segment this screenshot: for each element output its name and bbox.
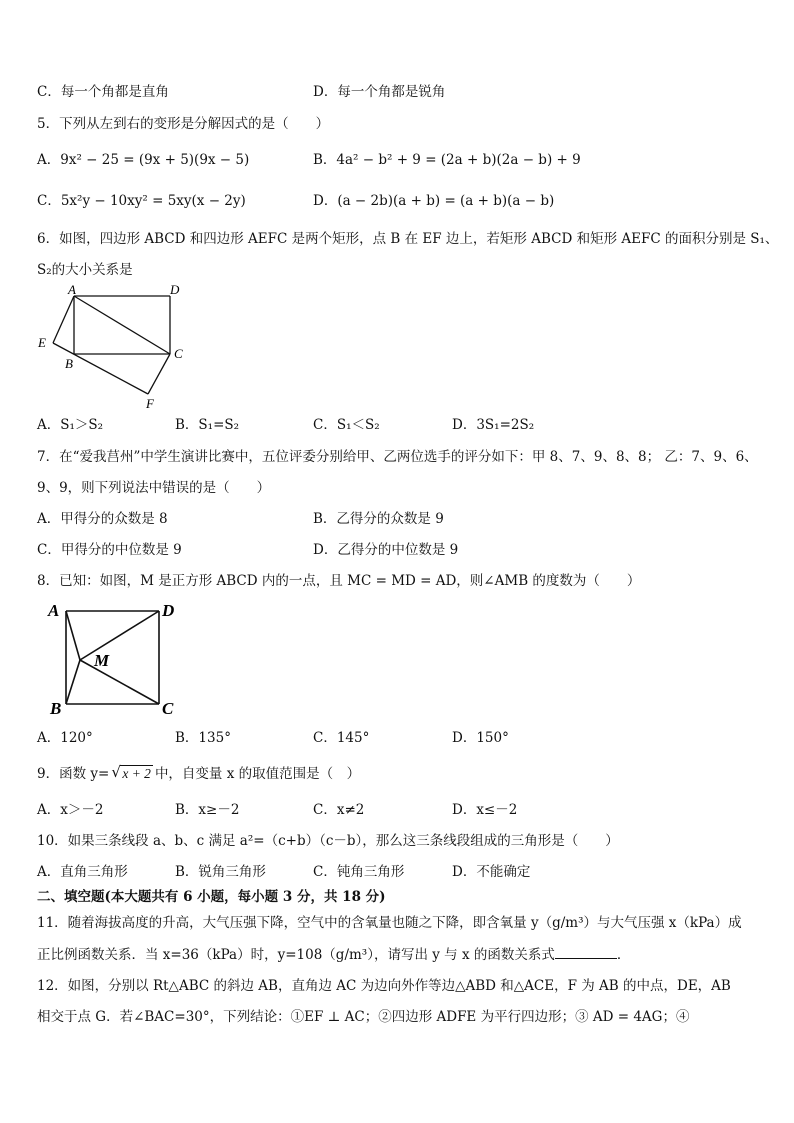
q8-option-a: A．120° — [37, 730, 93, 746]
q5-option-b: B．4a² − b² + 9 = (2a + b)(2a − b) + 9 — [313, 152, 581, 168]
q8-label-d: D — [162, 601, 175, 620]
q11-line1: 11．随着海拔高度的升高，大气压强下降，空气中的含氧量也随之下降，即含氧量 y（g/m³）与大气压强 x（kPa）成 — [37, 915, 742, 931]
q11-line2-end: ． — [616, 947, 631, 963]
q6-label-e: E — [38, 335, 46, 350]
q7-option-c: C．甲得分的中位数是 9 — [37, 542, 182, 558]
q10-option-b: B．锐角三角形 — [175, 864, 266, 880]
q9-radical — [111, 765, 153, 783]
q6-option-c: C．S₁＜S₂ — [313, 417, 380, 433]
q10-option-c: C．钝角三角形 — [313, 864, 405, 880]
q5-option-c: C．5x²y − 10xy² = 5xy(x − 2y) — [37, 193, 246, 209]
q11-line2-text: 正比例函数关系．当 x=36（kPa）时，y=108（g/m³），请写出 y 与 x 的函数关系式 — [37, 947, 555, 963]
q5-option-a: A．9x² − 25 = (9x + 5)(9x − 5) — [37, 152, 250, 168]
q6-option-b: B．S₁=S₂ — [175, 417, 240, 433]
q9-stem-suffix: 中，自变量 x 的取值范围是（ ） — [154, 766, 361, 782]
q6-option-d: D．3S₁=2S₂ — [452, 417, 535, 433]
q6-rectangles-figure — [30, 280, 200, 412]
q5-stem: 5．下列从左到右的变形是分解因式的是（ ） — [37, 116, 330, 132]
q6-stem-line2: S₂的大小关系是 — [37, 262, 133, 278]
q8-option-d: D．150° — [452, 730, 509, 746]
q11-line2 — [37, 945, 630, 964]
q9-stem — [37, 765, 360, 783]
q6-label-c: C — [174, 346, 183, 361]
q10-option-d: D．不能确定 — [452, 864, 531, 880]
q8-label-a: A — [48, 601, 60, 620]
q6-stem-line1: 6．如图，四边形 ABCD 和四边形 AEFC 是两个矩形，点 B 在 EF 边上，若矩形 ABCD 和矩形 AEFC 的面积分别是 S₁、 — [37, 231, 779, 247]
section-heading-fill-in: 二、填空题(本大题共有 6 小题，每小题 3 分，共 18 分) — [37, 889, 386, 905]
q7-stem-line1: 7．在“爱我莒州”中学生演讲比赛中，五位评委分别给甲、乙两位选手的评分如下：甲 8、7、9、8、8； 乙：7、9、6、 — [37, 449, 758, 465]
q6-label-d: D — [170, 282, 180, 297]
q8-option-c: C．145° — [313, 730, 370, 746]
sqrt-sign-icon: √ — [111, 763, 121, 781]
q4-option-c: C．每一个角都是直角 — [37, 84, 169, 100]
q8-label-m: M — [94, 651, 110, 670]
q8-option-b: B．135° — [175, 730, 231, 746]
q12-line2: 相交于点 G．若∠BAC=30°，下列结论：①EF ⊥ AC；②四边形 ADFE 为平行四边形；③ AD = 4AG；④ — [37, 1009, 690, 1025]
q6-label-b: B — [65, 356, 73, 371]
q12-line1: 12．如图，分别以 Rt△ABC 的斜边 AB，直角边 AC 为边向外作等边△ABD 和△ACE，F 为 AB 的中点，DE，AB — [37, 978, 731, 994]
q6-option-a: A．S₁＞S₂ — [37, 417, 104, 433]
q6-label-a: A — [68, 282, 76, 297]
q9-option-c: C．x≠2 — [313, 802, 365, 818]
q7-option-b: B．乙得分的众数是 9 — [313, 511, 444, 527]
q6-label-f: F — [146, 396, 154, 411]
q8-stem: 8．已知：如图，M 是正方形 ABCD 内的一点，且 MC = MD = AD，则∠AMB 的度数为（ ） — [37, 573, 641, 589]
q5-option-d: D．(a − 2b)(a + b) = (a + b)(a − b) — [313, 193, 555, 209]
q9-option-d: D．x≤－2 — [452, 802, 518, 818]
q9-stem-prefix: 9．函数 y= — [37, 766, 110, 782]
q7-option-d: D．乙得分的中位数是 9 — [313, 542, 459, 558]
q10-stem: 10．如果三条线段 a、b、c 满足 a²=（c+b）（c－b），那么这三条线段组成的三角形是（ ） — [37, 833, 619, 849]
q10-option-a: A．直角三角形 — [37, 864, 128, 880]
q8-label-c: C — [162, 699, 174, 718]
q8-label-b: B — [50, 699, 62, 718]
q4-option-d: D．每一个角都是锐角 — [313, 84, 446, 100]
q8-square-figure — [44, 598, 184, 720]
q7-option-a: A．甲得分的众数是 8 — [37, 511, 168, 527]
q9-option-a: A．x＞－2 — [37, 802, 104, 818]
q7-stem-line2: 9、9，则下列说法中错误的是（ ） — [37, 480, 271, 496]
q9-option-b: B．x≥－2 — [175, 802, 240, 818]
q9-radicand: x + 2 — [122, 766, 151, 781]
q11-answer-blank[interactable] — [555, 945, 617, 959]
